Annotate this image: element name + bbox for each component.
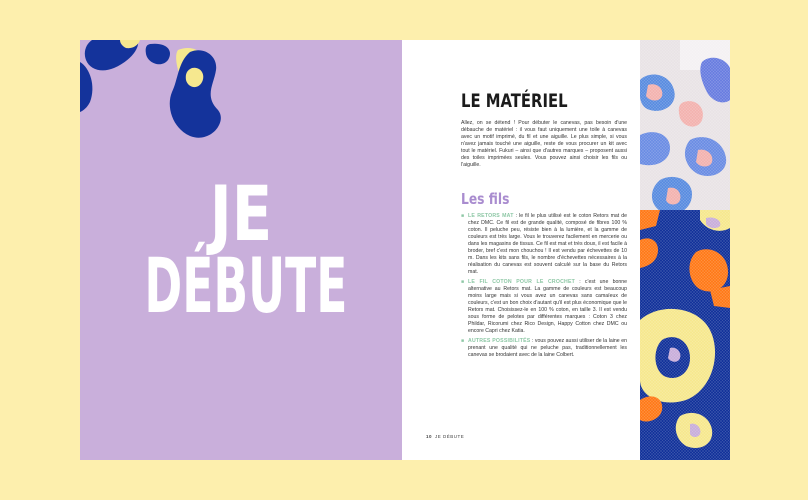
embroidery-illustration	[640, 40, 730, 460]
hero-title-line-1: JE	[209, 169, 273, 258]
book-spread	[80, 40, 730, 460]
list-item	[461, 338, 627, 359]
list-item-lead: LE RETORS MAT	[468, 213, 514, 219]
list-item-lead: LE FIL COTON POUR LE CROCHET	[468, 279, 576, 285]
list-item-text: : vous pouvez aussi utiliser de la laine en prenant une qualité qui ne peluche pas, traditionnellement les canevas se brodaient avec de la laine Colbert.	[468, 338, 627, 358]
bullet-icon: ■	[461, 338, 465, 344]
list-item-lead: AUTRES POSSIBILITÉS	[468, 338, 531, 344]
left-page	[80, 40, 402, 460]
intro-paragraph: Allez, on se détend ! Pour débuter le canevas, pas besoin d'une débauche de matériel : il vous faut uniquement une toile à canevas avec un motif imprimé, du fil et une aiguille. Le plus simple, si vous n'avez jamais touché une aiguille, reste de vous procurer un kit avec tout le matériel. Fukuri – ainsi que d'autres marques – proposent aussi des toiles imprimées seules. Vous pouvez ainsi choisir les fils ou l'aiguille.	[461, 120, 627, 168]
page-footer	[426, 434, 464, 439]
canvas-embroidery-photo	[640, 40, 730, 460]
leopard-spot-decoration-top-left	[80, 40, 402, 170]
hero-title	[80, 169, 402, 331]
thread-list	[461, 213, 627, 362]
bullet-icon: ■	[461, 213, 465, 219]
running-section-title: JE DÉBUTE	[435, 434, 465, 439]
list-item-text: : le fil le plus utilisé est le coton Retors mat de chez DMC. Ce fil est de grande qualité, composé de fibres 100 % coton. Il peluche peu, résiste bien à la lumière, et la gamme de couleurs est très large. Vous le trouverez facilement en mercerie ou dans les magasins de tissus. Ce fil est mat et très doux, il est facile à broder, bref c'est mon chouchou ! Il est vendu par échevettes de 10 m. Dans les kits sans fils, le nombre d'échevettes nécessaires à la réalisation du canevas est souvent calculé sur la base du Retors mat.	[468, 213, 627, 275]
list-item-text: : c'est une bonne alternative au Retors mat. La gamme de couleurs est beaucoup moins large mais si vous avez un canevas sans camaïeux de couleurs, c'est un bon choix d'autant qu'il est plus économique que le Retors mat. Choisissez-le en 100 % coton, en taille 3. Il est vendu sous forme de pelotes par différentes marques : Coton 3 chez Phildar, Ricorumi chez Rico Design, Happy Cotton chez DMC ou encore Capri chez Katia.	[468, 279, 627, 334]
section-subtitle: Les fils	[461, 190, 510, 208]
right-page	[402, 40, 640, 460]
page-title: LE MATÉRIEL	[461, 90, 568, 112]
list-item	[461, 213, 627, 276]
page-number: 10	[426, 434, 433, 439]
hero-title-line-2: DÉBUTE	[144, 241, 348, 331]
list-item	[461, 279, 627, 335]
bullet-icon: ■	[461, 279, 465, 285]
